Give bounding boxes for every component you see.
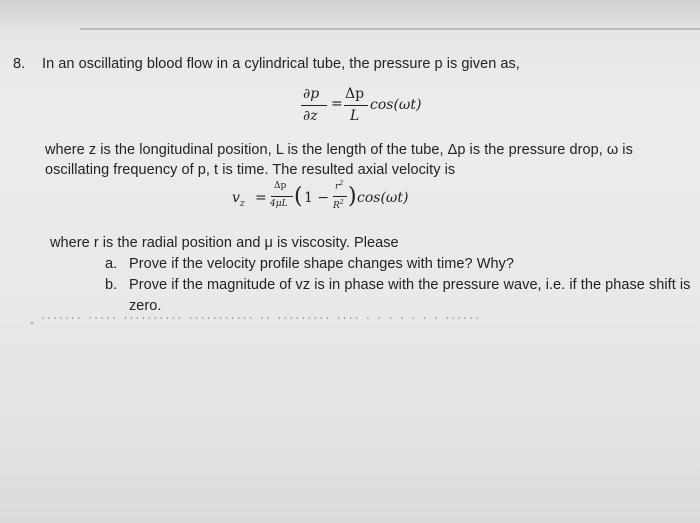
item-b-text-line1: Prove if the magnitude of vz is in phase with the pressure wave, i.e. if the phase shift is <box>129 277 691 293</box>
problem-intro: In an oscillating blood flow in a cylindrical tube, the pressure p is given as, <box>42 56 520 72</box>
eq2-fraction-bar <box>271 196 293 197</box>
eq1-lhs-numerator: ∂p <box>303 86 320 102</box>
item-a-marker: a. <box>105 256 118 272</box>
eq1-rhs-denominator: L <box>350 108 360 124</box>
item-b-marker: b. <box>105 277 118 293</box>
problem-number: 8. <box>13 56 26 72</box>
eq2-paren-open: ( <box>294 184 303 209</box>
eq2-paren-close: ) <box>348 184 357 209</box>
eq2-r-numerator <box>335 180 343 192</box>
paper-edge <box>0 0 700 30</box>
eq1-rhs-fraction-bar <box>344 105 368 106</box>
eq1-lhs-fraction-bar <box>301 105 327 106</box>
eq1-equals: = <box>331 96 343 112</box>
eq2-lhs <box>232 190 245 209</box>
eq2-equals: = <box>255 190 267 206</box>
eq1-cos-term: cos(ωt) <box>370 97 422 113</box>
eq2-numerator: Δp <box>274 181 287 191</box>
eq2-one-minus: 1 − <box>304 190 330 206</box>
eq2-lhs-subscript: z <box>239 198 245 209</box>
eq1-rhs-numerator: Δp <box>345 86 365 102</box>
item-a-text: Prove if the velocity profile shape changes with time? Why? <box>129 256 514 272</box>
eq2-r-denominator <box>333 199 344 211</box>
paragraph-radial: where r is the radial position and μ is viscosity. Please <box>50 235 399 251</box>
eq2-R-exponent: 2 <box>339 199 344 206</box>
cut-off-text-line: · ˙˙˙˙˙˙˙ ˙˙˙˙˙ ˙˙˙˙˙˙˙˙˙˙ ˙˙˙˙˙˙˙˙˙˙˙ ˙˙ ˙˙˙˙˙˙˙˙˙ ˙˙˙˙ ˙ ˙ ˙ ˙ ˙ ˙ ˙ ˙˙˙˙˙˙ <box>30 315 482 327</box>
eq2-cos-term: cos(ωt) <box>357 190 409 206</box>
eq2-R: R <box>333 201 340 211</box>
eq2-lhs-symbol: v <box>232 190 240 206</box>
item-b-text-line2: zero. <box>129 298 162 314</box>
paragraph-variables-line1: where z is the longitudinal position, L is the length of the tube, Δp is the pressure drop, ω is <box>45 142 633 158</box>
eq2-denominator: 4μL <box>270 199 288 209</box>
paragraph-variables-line2: oscillating frequency of p, t is time. The resulted axial velocity is <box>45 162 456 178</box>
eq2-r-fraction-bar <box>333 196 347 197</box>
eq1-lhs-denominator: ∂z <box>303 108 318 124</box>
eq2-r: r <box>335 182 340 192</box>
eq2-r-exponent: 2 <box>339 180 344 187</box>
page-divider-line <box>80 28 700 30</box>
